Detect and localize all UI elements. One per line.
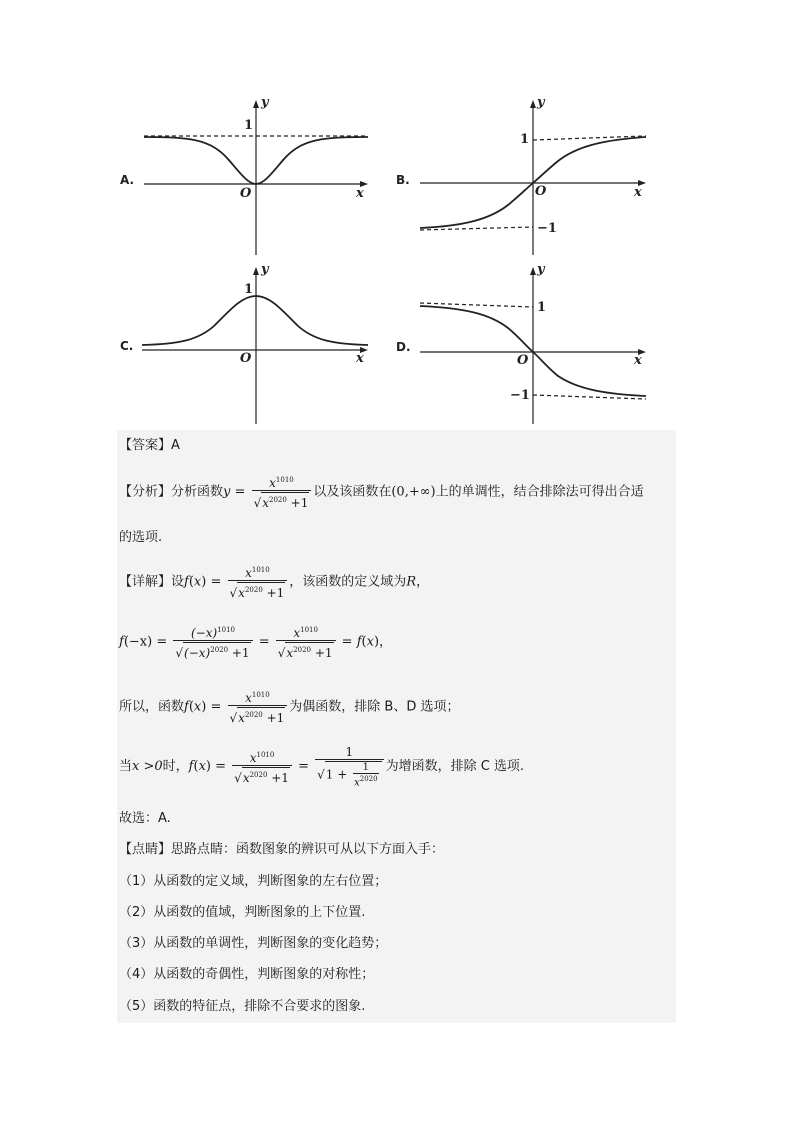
tip-item: （3）从函数的单调性，判断图象的变化趋势； — [119, 936, 388, 951]
even-lp: ( — [123, 634, 129, 650]
inc-conclusion: 为增函数，排除 C 选项. — [385, 759, 525, 775]
tip-item: （4）从函数的奇偶性，判断图象的对称性； — [119, 967, 375, 982]
even-f2-lp: ( — [361, 634, 367, 650]
inc-eq-1: = — [210, 759, 231, 775]
analysis-radical: √ — [253, 496, 262, 510]
tip-item: （2）从函数的值域，判断图象的上下位置. — [119, 905, 366, 920]
graph-b-y-label: y — [537, 95, 545, 110]
even-eq-2: = — [254, 634, 274, 650]
even-f2-rp: ) — [373, 634, 380, 650]
graph-b-y-arrow — [530, 100, 536, 108]
tip-text: 思路点睛：函数图象的辨识可从以下方面入手： — [171, 842, 445, 857]
detail-lp: ( — [188, 574, 194, 590]
even-den-negx: −x — [188, 646, 206, 660]
graph-a-y-arrow — [253, 100, 259, 108]
answer-tag: 【答案】 — [119, 438, 172, 453]
inc-fraction-1 — [232, 748, 292, 786]
graph-a-tick-1: 1 — [244, 118, 254, 133]
even-fraction-2 — [276, 623, 336, 661]
analysis-num-exp: 1010 — [275, 476, 294, 484]
analysis-num-x: x — [269, 476, 276, 490]
even-eq-1: = — [152, 634, 172, 650]
inc-lp: ( — [193, 759, 199, 775]
even-conclusion: 为偶函数，排除 B、D 选项； — [289, 699, 460, 715]
inc-inner-num: 1 — [362, 762, 370, 773]
tip-line — [119, 841, 444, 859]
graph-b-x-label: x — [634, 185, 642, 200]
even-den-lp: ( — [184, 646, 189, 660]
graph-c-curve — [142, 296, 368, 345]
inc-rp: ) — [205, 759, 211, 775]
graph-c-option-label: C. — [120, 339, 134, 353]
inc-radical-2: √ — [317, 767, 325, 782]
inc-den-exp: 2020 — [249, 770, 268, 779]
detail-set: 设 — [171, 574, 185, 590]
detail-radical: √ — [229, 586, 238, 600]
graph-d-tick-bottom: −1 — [510, 388, 530, 403]
graph-a-origin: O — [240, 186, 252, 201]
graph-a-option-label: A. — [120, 173, 135, 187]
detail-domain-symbol: R — [406, 574, 417, 590]
analysis-interval: (0,+∞) — [391, 484, 436, 500]
graph-c-y-arrow — [253, 267, 259, 275]
even-radical-1: √ — [175, 646, 184, 660]
graph-c-origin: O — [240, 351, 252, 366]
so-num-x: x — [245, 691, 252, 705]
answer-value: A — [171, 438, 180, 453]
graph-d — [390, 262, 660, 427]
detail-num-x: x — [245, 566, 252, 580]
even-f2: f — [356, 634, 362, 650]
analysis-mid: 以及该函数在 — [313, 484, 392, 500]
inc-eq-2: = — [293, 759, 314, 775]
analysis-fraction — [252, 473, 312, 511]
even2-num-exp: 1010 — [300, 626, 318, 634]
tip-tag: 【点睛】 — [119, 842, 172, 857]
graph-d-y-arrow — [530, 267, 536, 275]
graph-d-tick-top: 1 — [537, 300, 547, 315]
detail-line-2 — [119, 623, 392, 661]
analysis-den-exp: 2020 — [269, 496, 287, 504]
even2-den-plus1: +1 — [311, 646, 333, 660]
even-negx: −x — [128, 634, 148, 650]
so-radical: √ — [229, 711, 238, 725]
even-comma: ， — [379, 634, 393, 650]
inc-den-x: x — [242, 770, 250, 785]
inc-den-plus1: +1 — [267, 770, 289, 785]
graph-a-y-label: y — [261, 95, 269, 110]
inc-f: f — [188, 759, 194, 775]
answer-line — [119, 437, 180, 455]
analysis-line-2: 的选项. — [119, 530, 163, 545]
even-den-exp: 2020 — [210, 646, 229, 654]
even2-den-exp: 2020 — [293, 646, 312, 654]
tip-item: （5）函数的特征点，排除不合要求的图象. — [119, 999, 366, 1014]
inc-inner-fraction — [353, 762, 378, 788]
detail-domain-text: ，该函数的定义域为 — [289, 574, 407, 590]
even-eq-3: = — [337, 634, 357, 650]
graph-c-tick-1: 1 — [244, 282, 254, 297]
graph-b-origin: O — [535, 184, 547, 199]
even-f2-x: x — [366, 634, 374, 650]
analysis-den-x: x — [262, 496, 269, 510]
graph-d-y-label: y — [537, 262, 545, 277]
inc-x: x — [198, 759, 206, 775]
detail-line-4 — [119, 745, 524, 788]
detail-den-plus1: +1 — [262, 586, 285, 600]
even-num-exp: 1010 — [217, 626, 235, 634]
inc-fraction-2: 1 √1 + $\frac{1}{x^{2020}}$ — [315, 745, 383, 788]
graph-d-origin: O — [517, 353, 529, 368]
even2-num-x: x — [293, 626, 301, 640]
graph-d-x-label: x — [634, 353, 642, 368]
detail-f: f — [184, 574, 189, 590]
so-x: x — [193, 699, 202, 715]
choose-line: 故选：A. — [119, 811, 171, 826]
when-text: 当 — [119, 759, 133, 775]
graph-a — [110, 95, 380, 260]
analysis-eq: = — [230, 484, 250, 500]
graph-b-tick-bottom: −1 — [537, 221, 557, 236]
detail-den-x: x — [238, 586, 245, 600]
inc-inner-den-x: x — [354, 777, 360, 789]
graph-b-tick-top: 1 — [520, 132, 530, 147]
so-den-x: x — [238, 711, 245, 725]
analysis-tag: 【分析】 — [119, 484, 172, 500]
graph-b-option-label: B. — [396, 173, 410, 187]
when-cond: x >0 — [132, 759, 163, 775]
even-num-lp: ( — [190, 626, 196, 640]
even-fraction-1 — [173, 623, 252, 661]
graph-b-svg — [390, 95, 660, 260]
inc-num-x: x — [249, 750, 257, 765]
even-radical-2: √ — [277, 646, 286, 660]
detail-den-exp: 2020 — [244, 586, 263, 594]
graph-b — [390, 95, 660, 260]
when-shi: 时， — [162, 759, 189, 775]
inc-num-exp: 1010 — [256, 750, 275, 759]
even-den-rp: ) — [205, 646, 211, 660]
detail-eq: = — [206, 574, 226, 590]
detail-rp: ) — [201, 574, 207, 590]
detail-line-1 — [119, 563, 429, 601]
graph-c-x-label: x — [356, 351, 364, 366]
so-den-plus1: +1 — [262, 711, 285, 725]
analysis-post: 上的单调性，结合排除法可得出合适 — [435, 484, 644, 500]
so-den-exp: 2020 — [244, 711, 263, 719]
so-text: 所以，函数 — [119, 699, 185, 715]
analysis-pre: 分析函数 — [171, 484, 224, 500]
detail-line-3 — [119, 688, 459, 726]
even-rp: ) — [147, 634, 153, 650]
inc-radical-1: √ — [234, 770, 242, 785]
so-rp: ) — [201, 699, 207, 715]
even-den-plus1: +1 — [228, 646, 250, 660]
so-fraction — [228, 688, 288, 726]
analysis-line-1 — [119, 473, 644, 511]
detail-x: x — [193, 574, 202, 590]
even2-den-x: x — [286, 646, 294, 660]
so-f: f — [184, 699, 189, 715]
so-num-exp: 1010 — [251, 691, 270, 699]
so-lp: ( — [188, 699, 194, 715]
so-eq: = — [206, 699, 226, 715]
graph-a-x-label: x — [356, 186, 364, 201]
inc2-one: 1 — [325, 767, 334, 782]
graph-c — [110, 262, 380, 427]
graph-d-option-label: D. — [396, 340, 411, 354]
detail-num-exp: 1010 — [251, 566, 270, 574]
inc-inner-den-exp: 2020 — [359, 775, 378, 783]
even-num-rp: ) — [212, 626, 218, 640]
even-num-negx: −x — [195, 626, 213, 640]
detail-comma: ， — [416, 574, 430, 590]
graph-c-y-label: y — [261, 262, 269, 277]
tip-item: （1）从函数的定义域，判断图象的左右位置； — [119, 874, 388, 889]
analysis-den-plus1: +1 — [286, 496, 309, 510]
analysis-y: y — [223, 484, 231, 500]
detail-tag: 【详解】 — [119, 574, 172, 590]
even-f: f — [119, 634, 124, 650]
inc2-num-one: 1 — [345, 745, 354, 759]
detail-fraction — [228, 563, 288, 601]
